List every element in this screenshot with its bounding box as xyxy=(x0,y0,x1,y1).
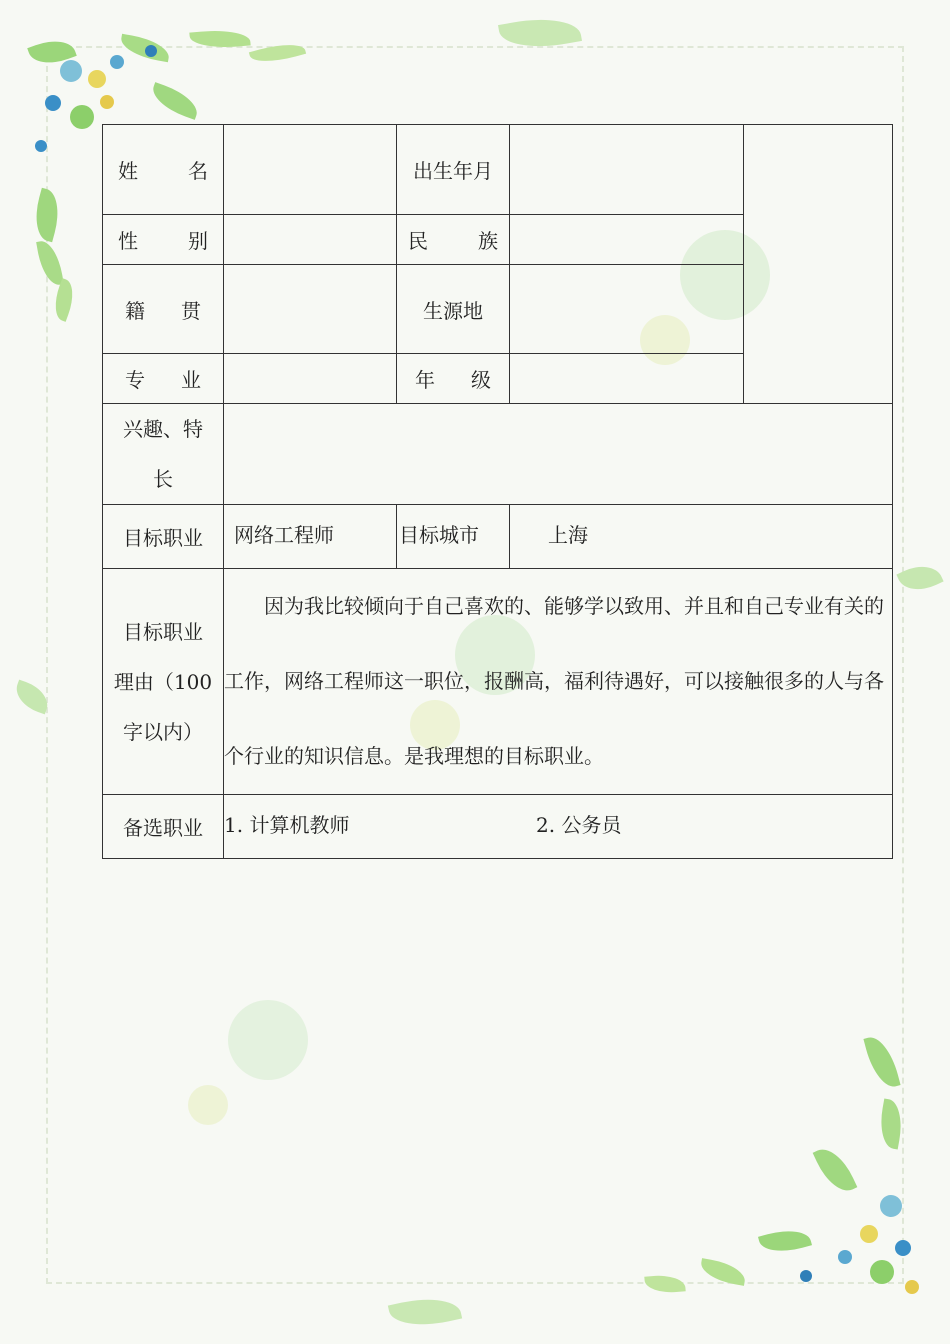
name-label: 姓 名 xyxy=(103,125,224,215)
decor-blob xyxy=(188,1085,228,1125)
photo-cell xyxy=(744,125,893,404)
hobby-label-line: 兴趣、特 xyxy=(123,417,203,441)
name-field[interactable] xyxy=(224,125,397,215)
alt-job-field[interactable] xyxy=(224,795,893,859)
target-city-value[interactable]: 上海 xyxy=(510,505,893,569)
reason-label xyxy=(103,569,224,795)
origin-field[interactable] xyxy=(510,265,744,354)
alt-job-item: 1. 计算机教师 xyxy=(224,813,350,837)
hometown-field[interactable] xyxy=(224,265,397,354)
alt-job-label: 备选职业 xyxy=(103,795,224,859)
target-job-value[interactable]: 网络工程师 xyxy=(224,505,397,569)
hobby-label-line: 长 xyxy=(153,467,173,491)
major-label: 专 业 xyxy=(103,354,224,404)
reason-text[interactable]: 因为我比较倾向于自己喜欢的、能够学以致用、并且和自己专业有关的工作，网络工程师这一职位，报酬高，福利待遇好，可以接触很多的人与各个行业的知识信息。是我理想的目标职业。 xyxy=(224,569,893,795)
reason-label-line: 字以内） xyxy=(123,719,203,744)
origin-label: 生源地 xyxy=(397,265,510,354)
decor-blob xyxy=(228,1000,308,1080)
gender-field[interactable] xyxy=(224,215,397,265)
profile-form-table xyxy=(102,124,893,859)
grade-field[interactable] xyxy=(510,354,744,404)
major-field[interactable] xyxy=(224,354,397,404)
ethnicity-label: 民 族 xyxy=(397,215,510,265)
gender-label: 性 别 xyxy=(103,215,224,265)
birth-field[interactable] xyxy=(510,125,744,215)
ethnicity-field[interactable] xyxy=(510,215,744,265)
hobby-label xyxy=(103,404,224,505)
reason-label-line: 理由（100 xyxy=(113,669,213,694)
hometown-label: 籍 贯 xyxy=(103,265,224,354)
reason-label-line: 目标职业 xyxy=(123,619,203,644)
target-job-label: 目标职业 xyxy=(103,505,224,569)
grade-label: 年 级 xyxy=(397,354,510,404)
target-city-label: 目标城市 xyxy=(397,505,510,569)
hobby-field[interactable] xyxy=(224,404,893,505)
birth-label: 出生年月 xyxy=(397,125,510,215)
alt-job-item: 2. 公务员 xyxy=(536,813,622,837)
